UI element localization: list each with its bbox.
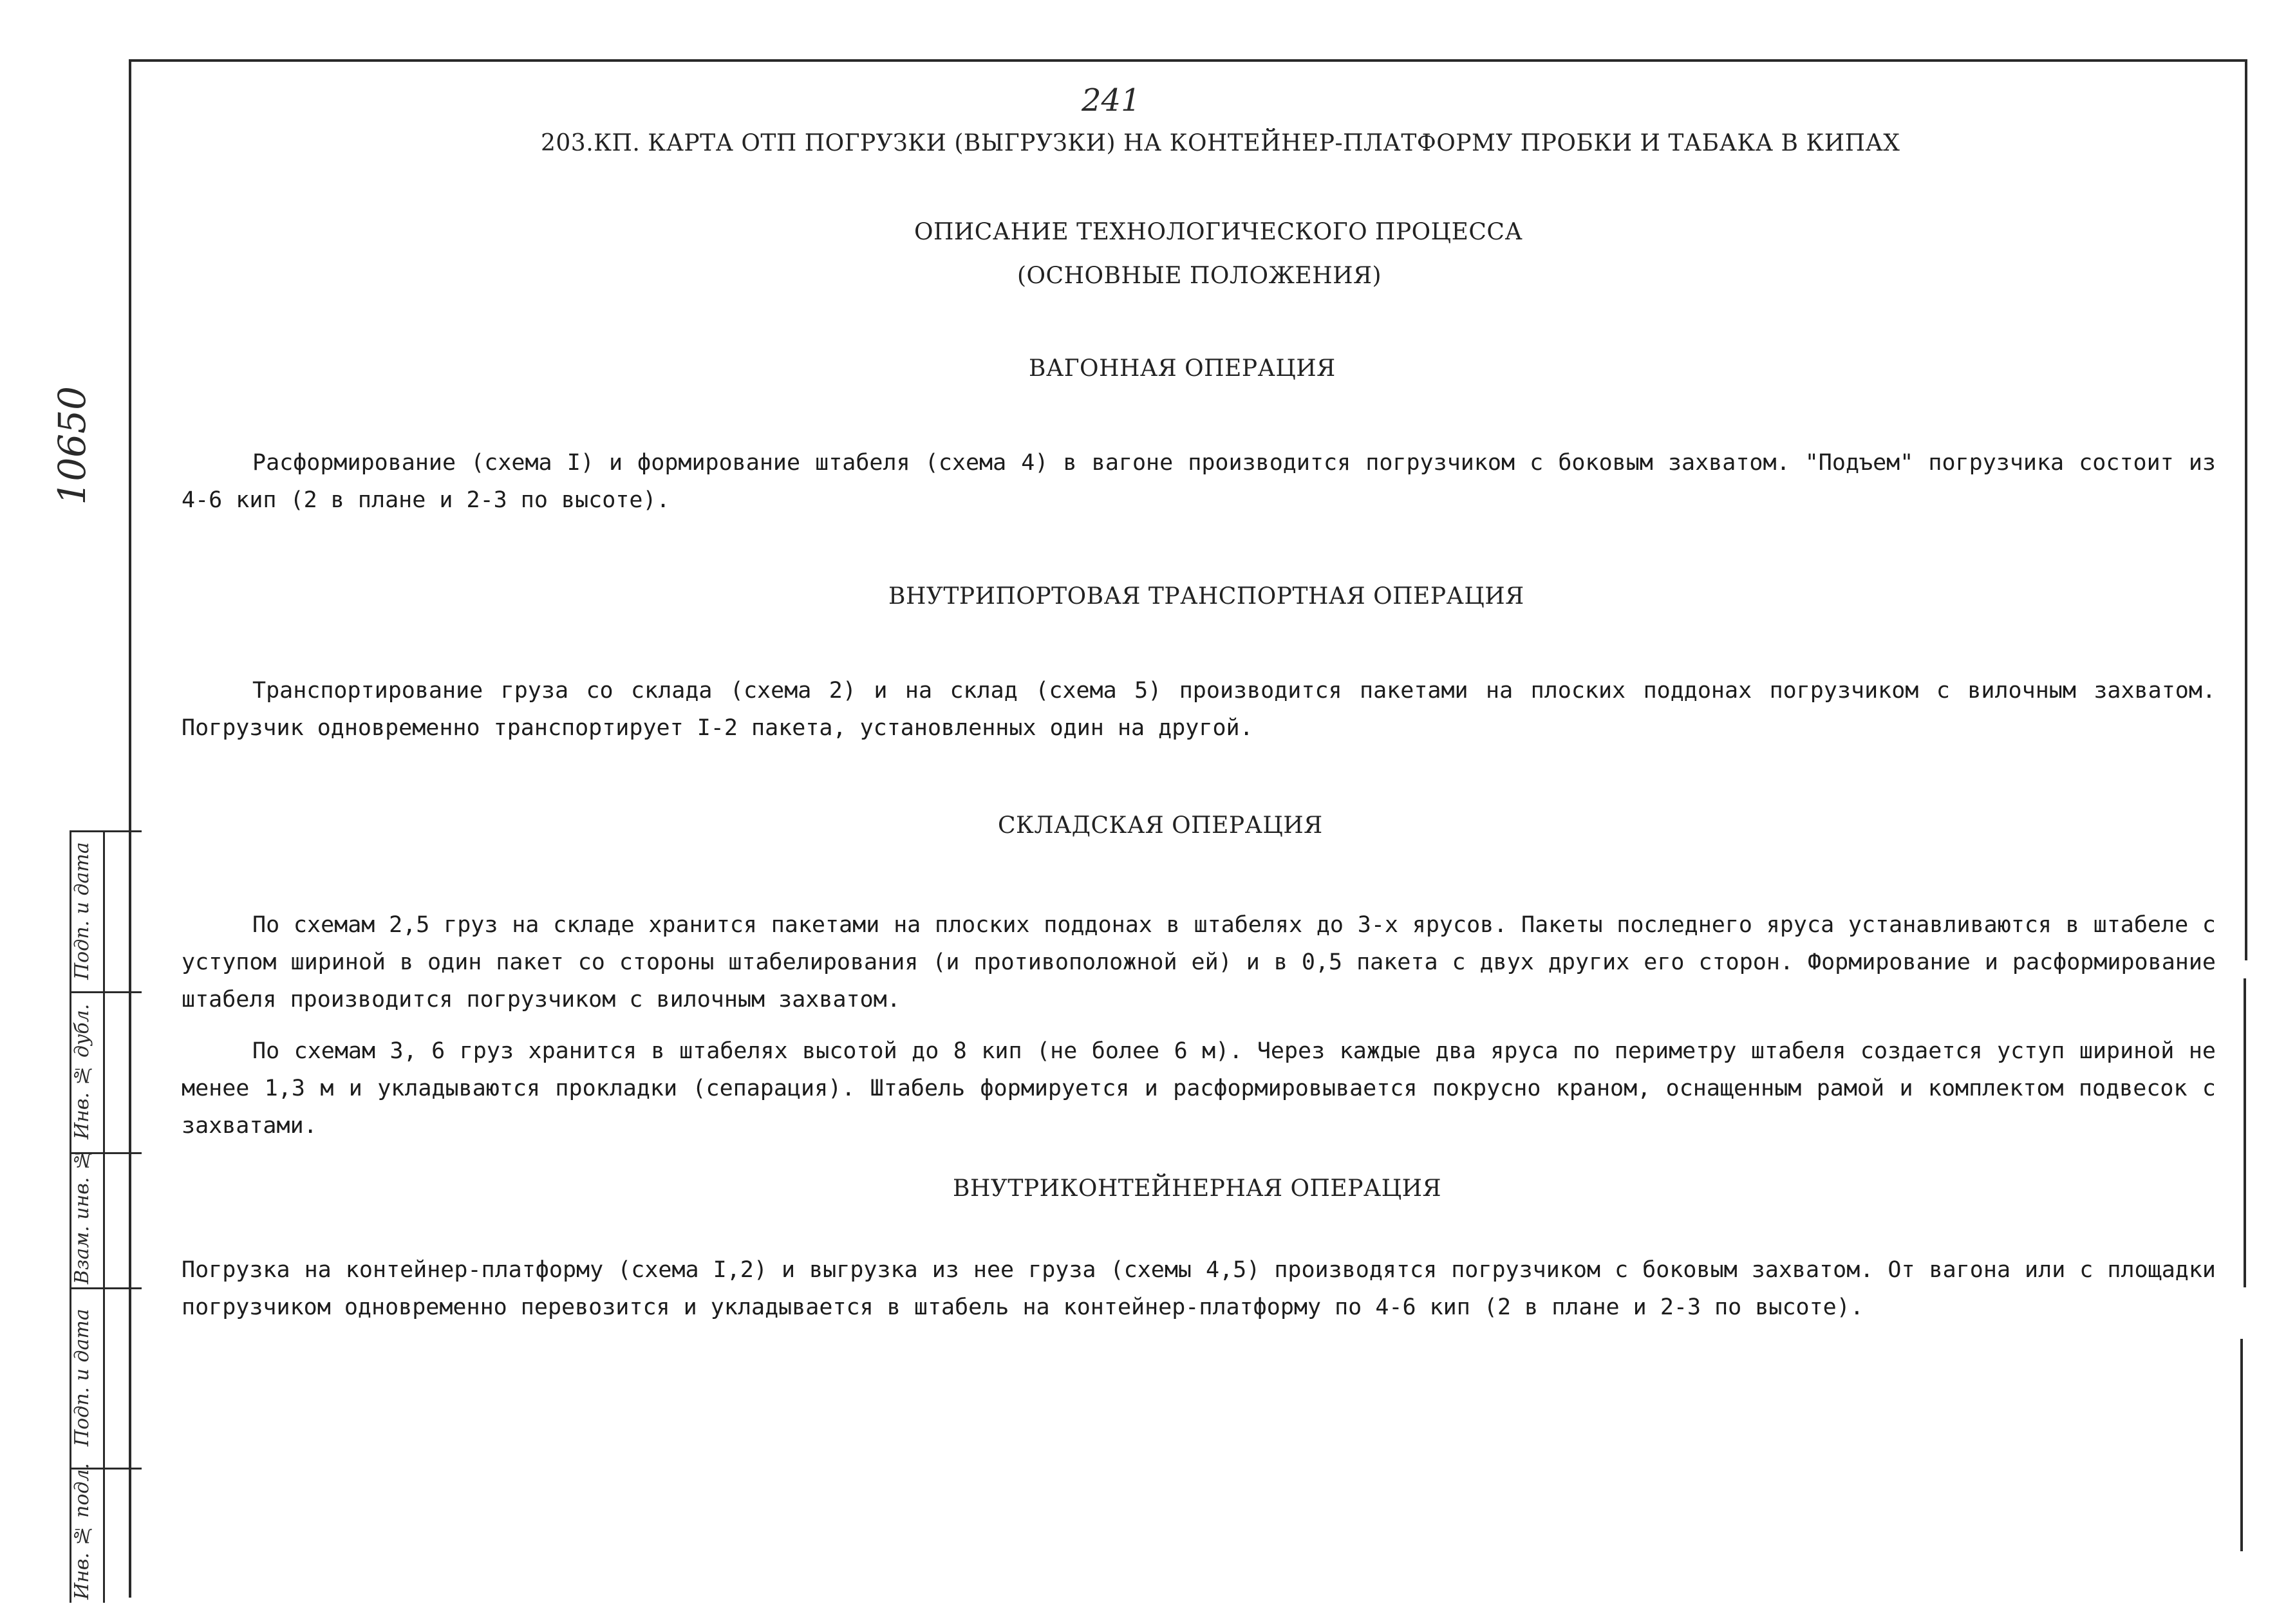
heading-wagon-operation: ВАГОННАЯ ОПЕРАЦИЯ [1029,355,1336,382]
section-title: ОПИСАНИЕ ТЕХНОЛОГИЧЕСКОГО ПРОЦЕССА [914,219,1523,245]
section-subtitle: (ОСНОВНЫЕ ПОЛОЖЕНИЯ) [1017,263,1382,289]
paragraph-wagon-operation: Расформирование (схема I) и формирование штабеля (схема 4) в вагоне производится погрузчиком с боковым захватом. "Подъем" погрузчика состоит из 4-6 кип (2 в плане и 2-3 по высоте). [182,450,2216,513]
frame-right-border [2245,59,2247,960]
frame-top-border [129,59,2247,62]
paragraph-warehouse-operation-2: По схемам 3, 6 груз хранится в штабелях высотой до 8 кип (не более 6 м). Через каждые два яруса по периметру штабеля создается уступ шириной не менее 1,3 м и укладываются прокладки (сепарация). Штабель формируется и расформировывается покрусно краном, оснащенным рамой и комплектом подвесок с захватами. [182,1038,2216,1139]
stamp-label-dup-inv: Инв. № дубл. [71,1003,93,1140]
heading-container-operation: ВНУТРИКОНТЕЙНЕРНАЯ ОПЕРАЦИЯ [953,1175,1442,1202]
stamp-label-replace-inv: Взам. инв. № [71,1148,93,1284]
stamp-label-sign-date: Подп. и дата [71,842,93,980]
stamp-row-divider [70,991,142,993]
stamp-row-divider [70,1287,142,1289]
frame-right-border-segment [2240,1339,2243,1551]
heading-transport-operation: ВНУТРИПОРТОВАЯ ТРАНСПОРТНАЯ ОПЕРАЦИЯ [888,583,1524,610]
paragraph-container-operation: Погрузка на контейнер-платформу (схема I,2) и выгрузка из нее груза (схемы 4,5) производятся погрузчиком с боковым захватом. От вагона или с площадки погрузчиком одновременно перевозится и укладывается в штабель на контейнер-платформу по 4-6 кип (2 в плане и 2-3 по высоте). [182,1257,2216,1320]
document-title: 203.КП. КАРТА ОТП ПОГРУЗКИ (ВЫГРУЗКИ) НА КОНТЕЙНЕР-ПЛАТФОРМУ ПРОБКИ И ТАБАКА В КИПАХ [541,130,1900,156]
stamp-column-divider [103,830,105,1603]
inventory-number: 10650 [50,386,94,505]
frame-right-border-segment [2244,978,2246,1287]
stamp-row-divider [70,830,142,832]
stamp-label-sign-date: Подп. и дата [71,1309,93,1446]
paragraph-transport-operation: Транспортирование груза со склада (схема 2) и на склад (схема 5) производится пакетами на плоских поддонах погрузчиком с вилочным захватом. Погрузчик одновременно транспортирует I-2 пакета, установленных один на другой. [182,678,2216,741]
stamp-label-orig-inv: Инв. № подл. [71,1462,93,1600]
paragraph-warehouse-operation-1: По схемам 2,5 груз на складе хранится пакетами на плоских поддонах в штабелях до 3-х ярусов. Пакеты последнего яруса устанавливаются в штабеле с уступом шириной в один пакет со стороны штабелирования (и противоположной ей) и в 0,5 пакета с двух других его сторон. Формирование и расформирование штабеля производится погрузчиком с вилочным захватом. [182,912,2216,1013]
page-number: 241 [1082,82,1141,118]
heading-warehouse-operation: СКЛАДСКАЯ ОПЕРАЦИЯ [998,812,1323,839]
